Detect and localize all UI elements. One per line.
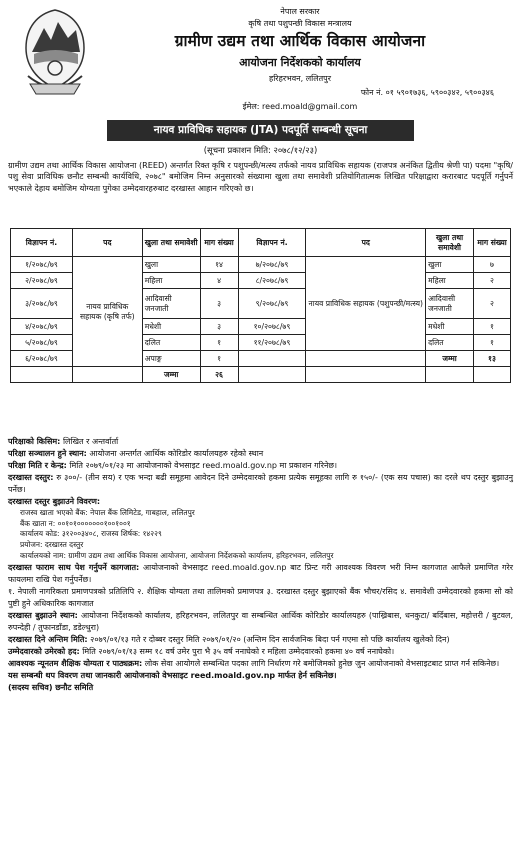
exam-type-label: परिक्षाको किसिम: [8, 437, 61, 446]
quota-group: आदिवासी जनजाती [426, 289, 474, 319]
qualification-label: आवश्यक न्यूनतम शैक्षिक योग्यता र पाठ्यक्रम: [8, 658, 143, 668]
exam-type [8, 436, 513, 448]
intro-paragraph: ग्रामीण उद्यम तथा आर्थिक विकास आयोजना (REED) अन्तर्गत रिक्त कृषि र पशुपन्छी/मत्स्य तर्फको नायव प्राविधिक सहायक (राजपत्र अनंकित द्वितीय श्रेणी पा) पदमा "कृषि/पशु सेवा प्राविधिक छनौट सम्बन्धी कार्यविधि, २०७८" बमोजिम निम्न अनुसारको संख्यामा खुला तथा समावेशी प्रतियोगितात्मक लिखित परिक्षाद्वारा करारबाट पदपूर्ति गर्नुपर्ने भएकाले देहाय बमोजिम योग्यता पुगेका उम्मेदवारहरुबाट दरखास्त आहान गरिएको छ। [8, 160, 513, 193]
exam-date [8, 460, 513, 472]
project-name: ग्रामीण उद्यम तथा आर्थिक विकास आयोजना [174, 32, 426, 50]
deadline [8, 634, 513, 646]
email-address: reed.moald@gmail.com [262, 102, 358, 111]
ad-number: ४/२०७८/७९ [11, 319, 73, 335]
ad-number: १/२०७८/७९ [11, 257, 73, 273]
office-address: हरिहरभवन, ललितपुर [268, 74, 331, 83]
ministry-name: कृषि तथा पशुपन्छी विकास मन्त्रालय [248, 19, 352, 28]
bank-line: प्रयोजन: दरखास्त दस्तुर [20, 540, 84, 550]
ad-number: ९/२०७८/७९ [238, 289, 306, 319]
age-label: उम्मेदवारको उमेरको हद: [8, 646, 80, 656]
documents-label: दरखास्त फाराम साथ पेश गर्नुपर्ने कागजात: [8, 562, 140, 572]
quota-count: ३ [200, 319, 238, 335]
exam-venue [8, 448, 513, 460]
empty-cell [238, 351, 306, 367]
empty-cell [306, 351, 426, 367]
ad-number: ८/२०७८/७९ [238, 273, 306, 289]
ad-number: ११/२०७८/७९ [238, 335, 306, 351]
exam-date-value: मिति २०७९/०१/२३ मा आयोजनाको वेभसाइट reed.moald.gov.np मा प्रकाशन गरिनेछ। [69, 461, 338, 470]
exam-venue-value: आयोजना अन्तर्गत आर्थिक कोरिडोर कार्यालयहरु रहेको स्थान [89, 449, 264, 458]
exam-type-value: लिखित र अन्तर्वार्ता [62, 437, 119, 446]
total-count: २६ [200, 367, 238, 383]
office-phone: फोन नं. ०१ ५९०१७३६, ५९००३४२, ५९००३४६ [360, 88, 494, 97]
quota-group: मधेशी [142, 319, 200, 335]
empty-cell [426, 367, 474, 383]
quota-group: महिला [426, 273, 474, 289]
table-header: माग संख्या [200, 229, 238, 257]
table-total-row [11, 367, 511, 383]
exam-date-label: परिक्षा मिति र केन्द्र: [8, 461, 67, 470]
age-value: मिति २०७९/०१/१३ सम्म १८ वर्ष उमेर पुरा भै ३५ वर्ष ननाघेको र महिला उम्मेदवारको हकमा ४० वर्ष ननाघेको। [82, 646, 395, 656]
quota-group: दलित [142, 335, 200, 351]
ad-number: ३/२०७८/७९ [11, 289, 73, 319]
quota-count: २ [474, 273, 511, 289]
publication-date: (सूचना प्रकाशन मिति: २०७८/१२/२३) [203, 145, 318, 155]
bank-line: राजस्व खाता भएको बैंक: नेपाल बैंक लिमिटेड, गाबहाल, ललितपुर [20, 508, 195, 517]
quota-group: महिला [142, 273, 200, 289]
notice-title: नायव प्राविधिक सहायक (JTA) पदपूर्ति सम्बन्धी सूचना [107, 120, 414, 141]
fee-label: दरखास्त दस्तुर: [8, 473, 54, 482]
bank-line: बैंक खाता न: ००१०१०००००००१००१००१ [20, 518, 131, 528]
table-header: विज्ञापन नं. [11, 229, 73, 257]
quota-group: अपाङ्ग [142, 351, 200, 367]
documents-list: १. नेपाली नागरिकता प्रमाणपत्रको प्रतिलिपि २. शैक्षिक योग्यता तथा तालिमको प्रमाणपत्र ३. दरखास्त दस्तुर बुझाएको बैंक भौचर/रसिद ४. समावेशी उम्मेदवारको हकमा सो को पुष्टी हुने अधिकारिक कागजात [8, 586, 513, 608]
table-header: पद [306, 229, 426, 257]
quota-group: खुला [426, 257, 474, 273]
signoff: (सदस्य सचिव) छनौट समिति [8, 682, 94, 692]
qualification [8, 658, 513, 670]
table-header: खुला तथा समावेशी [142, 229, 200, 257]
submit-place-label: दरखास्त बुझाउने स्थान: [8, 610, 78, 620]
total-label: जम्मा [426, 351, 474, 367]
ad-number: ७/२०७८/७९ [238, 257, 306, 273]
fee-payment [8, 496, 513, 508]
table-header: खुला तथा समावेशी [426, 229, 474, 257]
quota-group: आदिवासी जनजाती [142, 289, 200, 319]
vacancy-table [10, 228, 511, 383]
table-header-row [11, 229, 511, 257]
letterhead [0, 0, 521, 128]
total-count: १३ [474, 351, 511, 367]
post-name: नायव प्राविधिक सहायक (कृषि तर्फ) [72, 257, 142, 367]
quota-count: ४ [200, 273, 238, 289]
required-documents [8, 562, 513, 586]
empty-cell [306, 367, 426, 383]
quota-count: १ [200, 335, 238, 351]
government-name: नेपाल सरकार [280, 7, 320, 16]
notice-body [8, 436, 513, 694]
table-header: माग संख्या [474, 229, 511, 257]
quota-group: खुला [142, 257, 200, 273]
deadline-value: २०७९/०१/१३ गते र दोब्बर दस्तुर मिति २०७९/०१/२० (अन्तिम दिन सार्वजनिक बिदा पर्न गएमा सो पछि कार्यालय खुलेको दिन) [90, 634, 450, 644]
quota-count: १ [474, 335, 511, 351]
fee-payment-label: दरखास्त दस्तुर बुझाउने विवरण: [8, 497, 101, 506]
total-label: जम्मा [142, 367, 200, 383]
quota-count: १ [474, 319, 511, 335]
submission-place [8, 610, 513, 634]
office-name: आयोजना निर्देशकको कार्यालय [239, 56, 361, 69]
table-row [11, 257, 511, 273]
quota-group: मधेशी [426, 319, 474, 335]
quota-count: ३ [200, 289, 238, 319]
quota-count: १४ [200, 257, 238, 273]
empty-cell [72, 367, 142, 383]
empty-cell [474, 367, 511, 383]
table-header: पद [72, 229, 142, 257]
ad-number: ६/२०७८/७९ [11, 351, 73, 367]
office-email [100, 102, 500, 112]
ad-number: २/२०७८/७९ [11, 273, 73, 289]
quota-group: दलित [426, 335, 474, 351]
quota-count: २ [474, 289, 511, 319]
bank-line: कार्यालयको नाम: ग्रामीण उद्यम तथा आर्थिक विकास आयोजना, आयोजना निर्देशकको कार्यालय, हरिहरभवन, ललितपुर [20, 550, 334, 560]
quota-count: १ [200, 351, 238, 367]
submit-place-value: आयोजना निर्देशकको कार्यालय, हरिहरभवन, ललितपुर वा सम्बन्धित आर्थिक कोरिडोर कार्यालयहरु (पाख्रिबास, धनकुटा/ बर्दिबास, महोत्तरी / बुटवल, रुपन्देही / तुफानडाँडा, डडेल्धुरा) [8, 610, 513, 632]
quota-count: ७ [474, 257, 511, 273]
ad-number: १०/२०७८/७९ [238, 319, 306, 335]
table-header: विज्ञापन नं. [238, 229, 306, 257]
application-fee [8, 472, 513, 496]
qualification-value: लोक सेवा आयोगले सम्बन्धित पदका लागि निर्धारण गरे बमोजिमको हुनेछ जुन आयोजनाको वेभसाइटबाट प्राप्त गर्न सकिनेछ। [144, 658, 500, 668]
website-note: यस सम्बन्धी थप विवरण तथा जानकारी आयोजनाको वेभसाइट reed.moald.gov.np मार्फत हेर्न सकिनेछ। [8, 670, 337, 680]
age-limit [8, 646, 513, 658]
deadline-label: दरखास्त दिने अन्तिम मिति: [8, 634, 88, 644]
email-label: ईमेल: [242, 102, 260, 111]
bank-details [8, 508, 513, 562]
ad-number: ५/२०७८/७९ [11, 335, 73, 351]
nepal-emblem-icon [18, 6, 92, 100]
documents-value: आयोजनाको वेभसाइट reed.moald.gov.np बाट प्रिन्ट गरी आवश्यक विवरण भरी निम्न कागजात आफैले प्रमाणित गरेर फायलमा राखि पेश गर्नुपर्नेछ। [8, 562, 513, 584]
empty-cell [238, 367, 306, 383]
exam-venue-label: परिक्षा सञ्चालन हुने स्थान: [8, 449, 87, 458]
post-name: नायव प्राविधिक सहायक (पशुपन्छी/मत्स्य) [306, 257, 426, 351]
bank-line: कार्यालय कोड: ३१२००३४०८, राजस्व शिर्षक: १४२२९ [20, 529, 162, 539]
fee-value: रु ३००/- (तीन सय) र एक भन्दा बढी समूहमा आवेदन दिने उम्मेदवारको हकमा प्रत्येक समूहका लागि रु १५०/- (एक सय पचास) का दरले थप दस्तुर बुझाउनु पर्नेछ। [8, 473, 514, 494]
empty-cell [11, 367, 73, 383]
